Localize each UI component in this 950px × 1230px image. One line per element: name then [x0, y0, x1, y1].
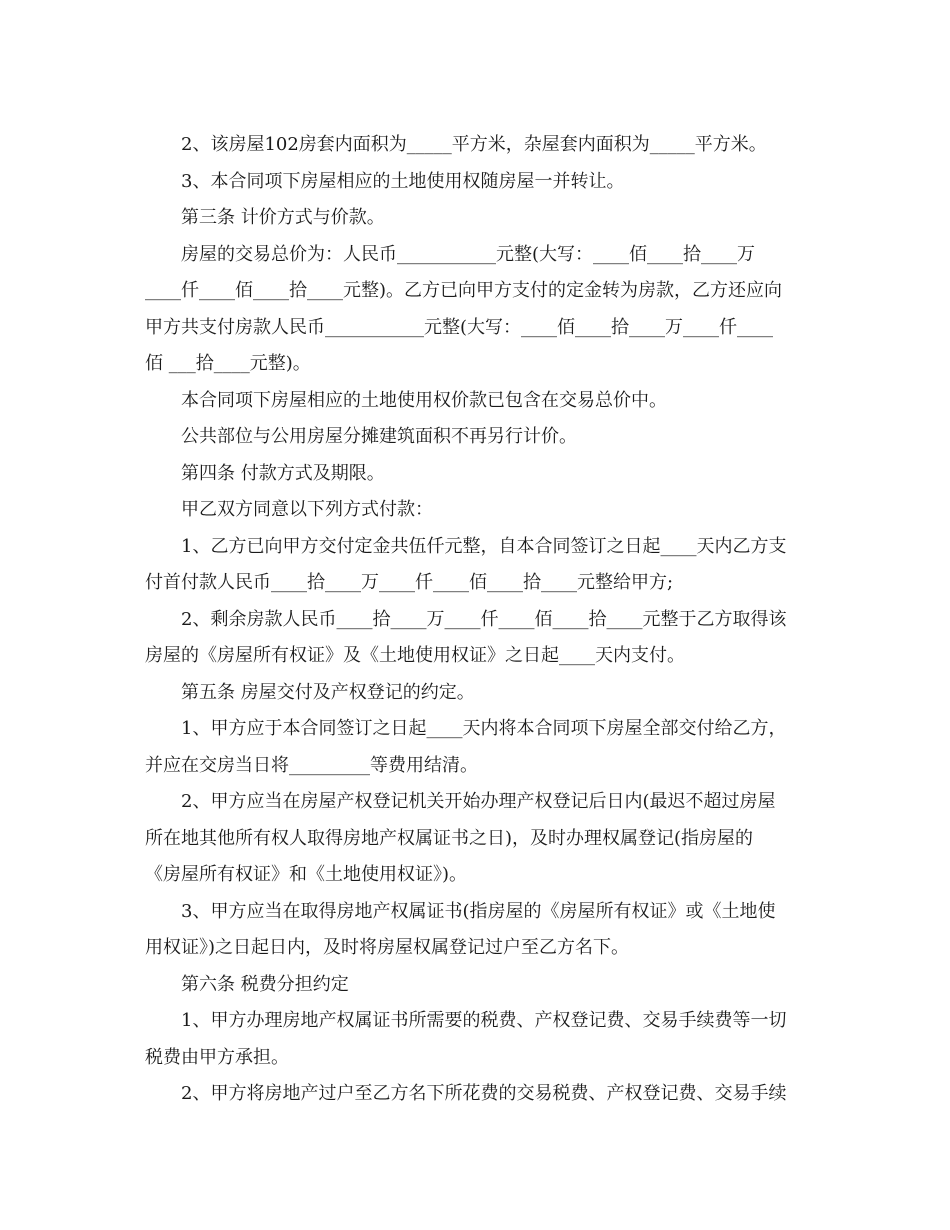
text-line: 1、甲方办理房地产权属证书所需要的税费、产权登记费、交易手续费等一切: [181, 1010, 787, 1031]
text-line: 2、该房屋102房套内面积为_____平方米，杂屋套内面积为_____平方米。: [181, 134, 767, 155]
text-line: 1、乙方已向甲方交付定金共伍仟元整，自本合同签订之日起____天内乙方支: [181, 535, 787, 557]
text-line: 第三条 计价方式与价款。: [181, 207, 385, 228]
text-line: 3、甲方应当在取得房地产权属证书(指房屋的《房屋所有权证》或《土地使: [181, 900, 776, 922]
text-line: 第五条 房屋交付及产权登记的约定。: [181, 681, 475, 703]
text-line: 并应在交房当日将_________等费用结清。: [145, 754, 478, 776]
text-line: 2、剩余房款人民币____拾____万____仟____佰____拾____元整于乙方取得该: [181, 608, 787, 630]
text-line: 税费由甲方承担。: [145, 1046, 289, 1068]
text-line: 用权证》)之日起日内，及时将房屋权属登记过户至乙方名下。: [145, 937, 630, 958]
text-line: 本合同项下房屋相应的土地使用权价款已包含在交易总价中。: [181, 389, 667, 411]
text-line: 3、本合同项下房屋相应的土地使用权随房屋一并转让。: [181, 170, 625, 192]
text-line: 第四条 付款方式及期限。: [181, 462, 385, 484]
text-line: 付首付款人民币____拾____万____仟____佰____拾____元整给甲方;: [145, 572, 674, 593]
text-line: 甲乙双方同意以下列方式付款：: [181, 499, 433, 520]
text-line: ____仟____佰____拾____元整)。乙方已向甲方支付的定金转为房款，乙方还应向: [145, 280, 783, 301]
text-line: 《房屋所有权证》和《土地使用权证》)。: [145, 864, 468, 885]
text-line: 所在地其他所有权人取得房地产权属证书之日)，及时办理权属登记(指房屋的: [145, 827, 754, 849]
text-line: 佰 ___拾____元整)。: [145, 353, 311, 374]
text-line: 甲方共支付房款人民币___________元整(大写：____佰____拾____万____仟____: [145, 316, 774, 338]
text-line: 2、甲方应当在房屋产权登记机关开始办理产权登记后日内(最迟不超过房屋: [181, 791, 776, 812]
text-line: 第六条 税费分担约定: [181, 973, 349, 995]
text-line: 2、甲方将房地产过户至乙方名下所花费的交易税费、产权登记费、交易手续: [181, 1083, 787, 1104]
text-line: 房屋的《房屋所有权证》及《土地使用权证》之日起____天内支付。: [145, 645, 685, 666]
text-line: 1、甲方应于本合同签订之日起____天内将本合同项下房屋全部交付给乙方，: [181, 718, 787, 739]
text-line: 公共部位与公用房屋分摊建筑面积不再另行计价。: [181, 426, 577, 447]
text-line: 房屋的交易总价为：人民币___________元整(大写：____佰____拾____万: [181, 243, 756, 265]
